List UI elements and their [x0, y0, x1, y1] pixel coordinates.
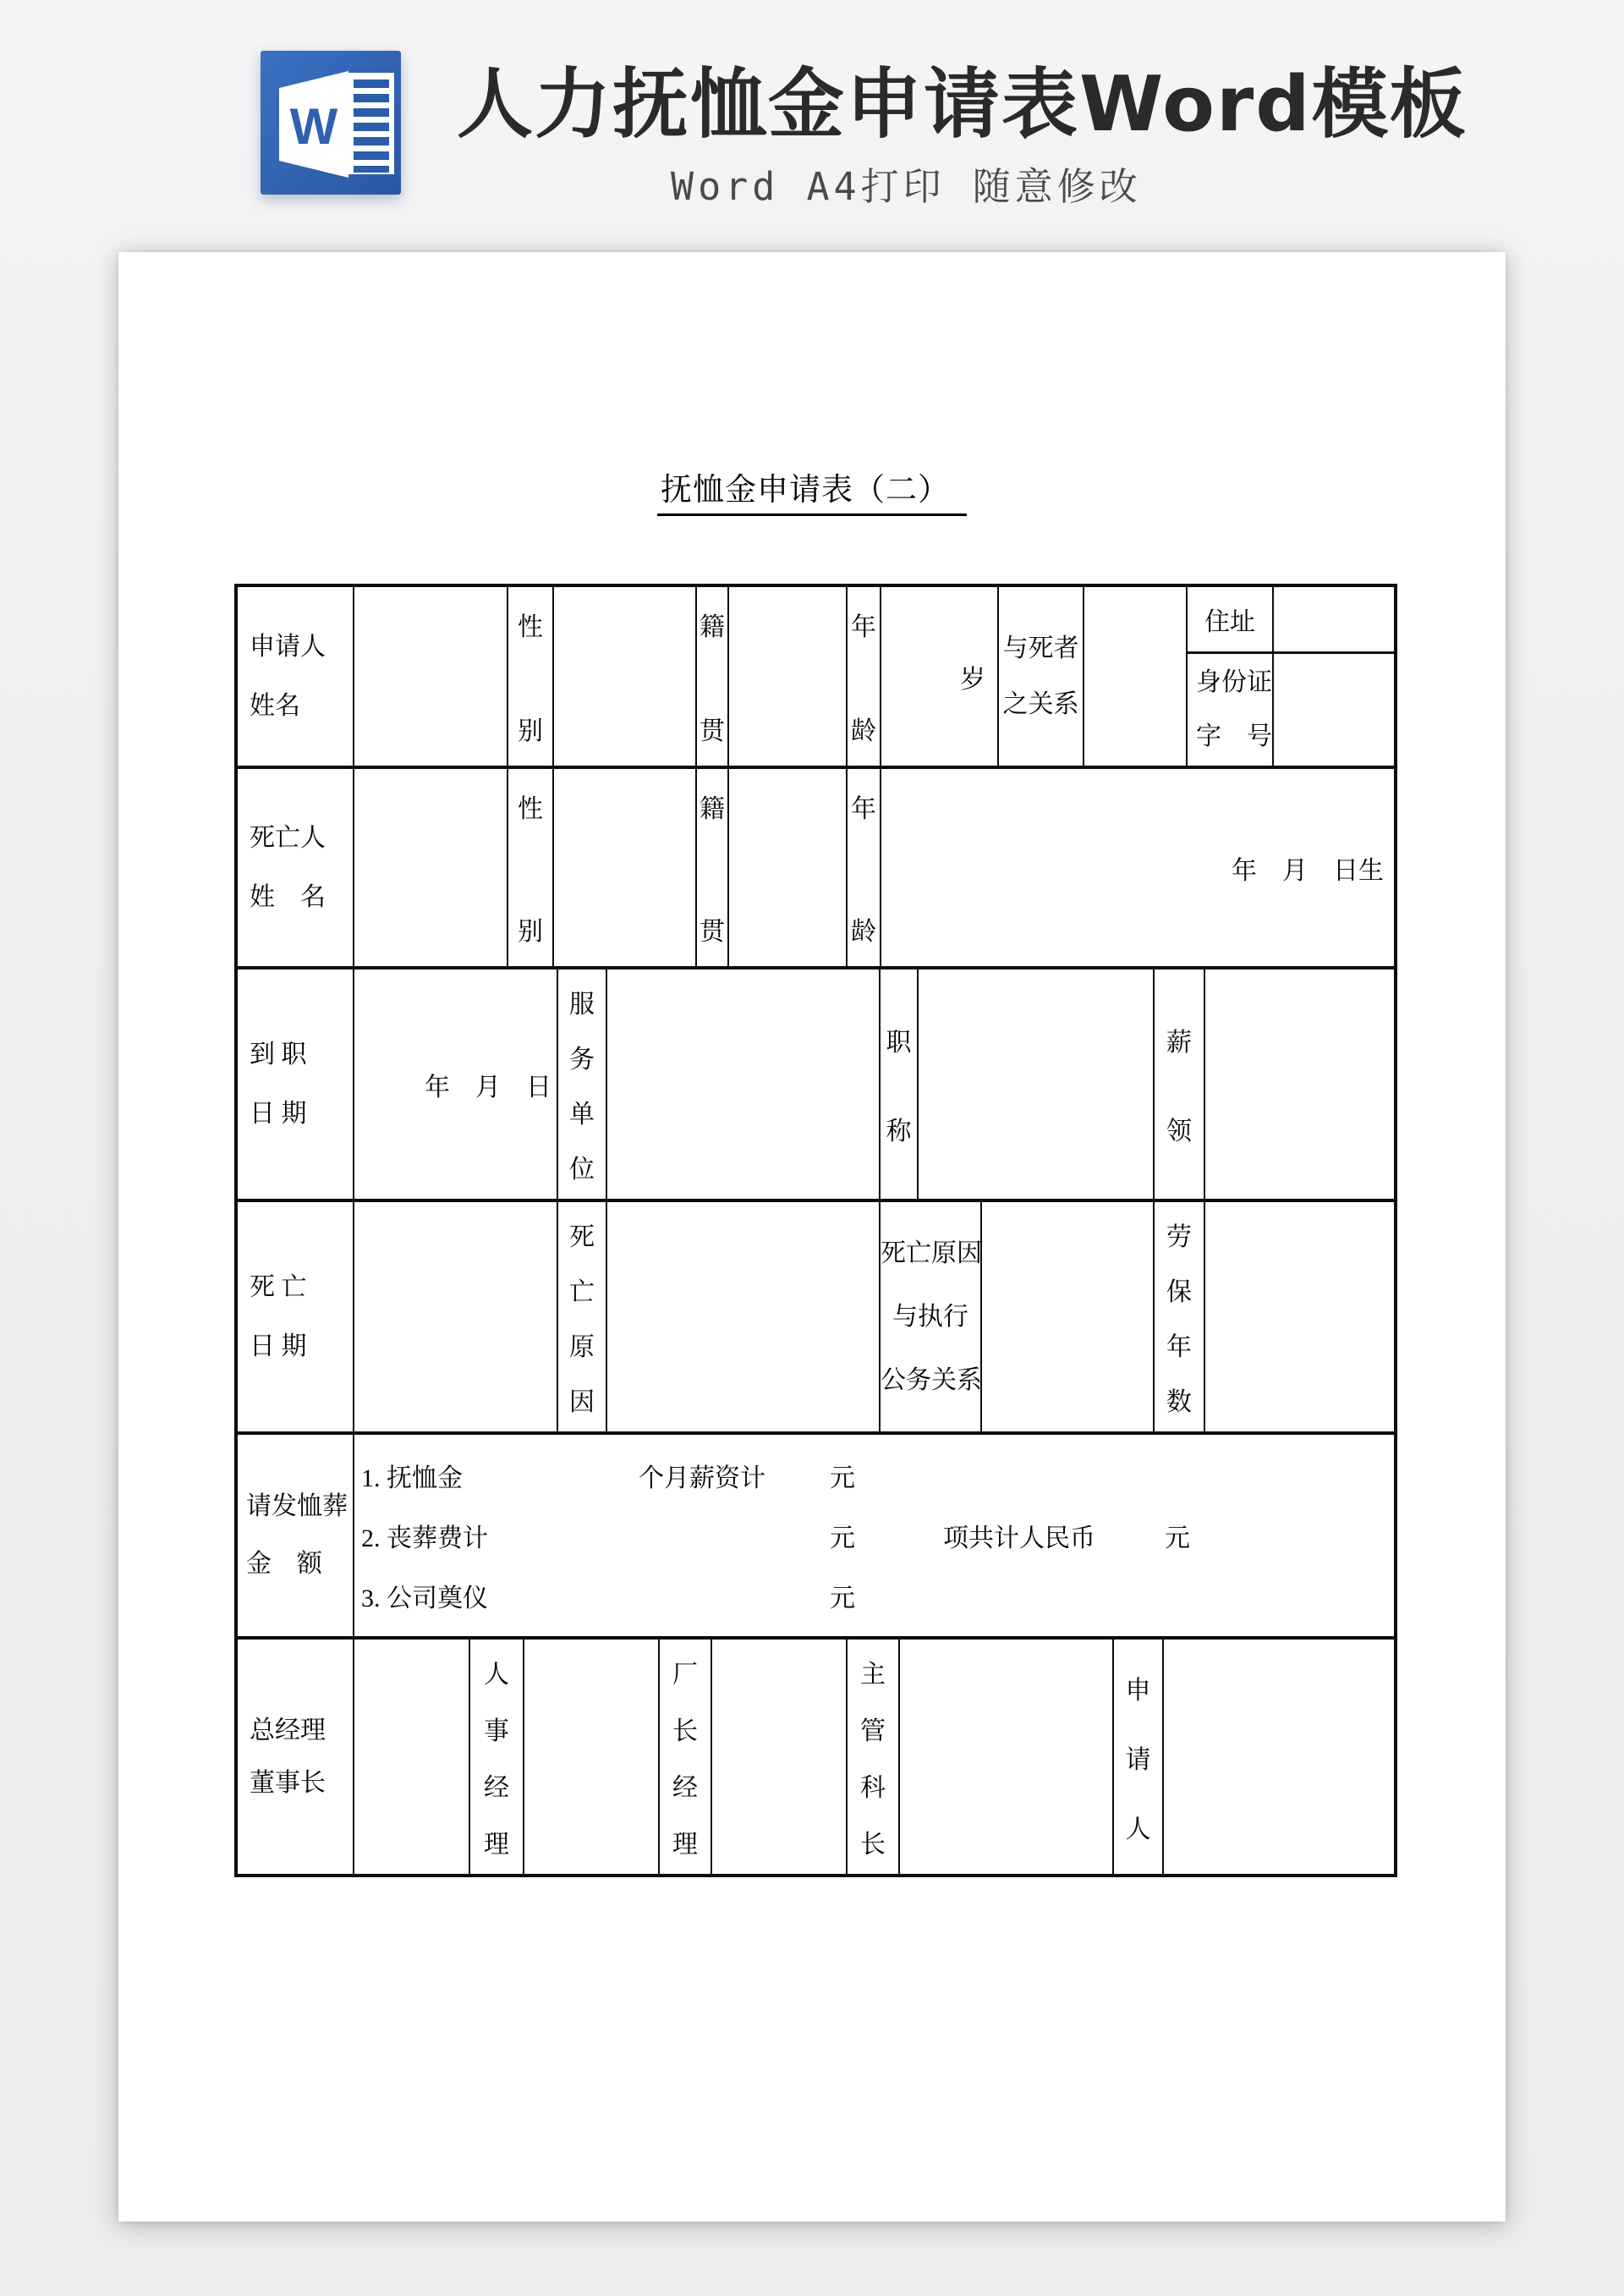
deceased-native-place-value-cell [729, 769, 848, 966]
job-title-label: 职 称 [881, 969, 919, 1199]
site-subtitle: Word A4打印 随意修改 [671, 164, 1142, 209]
employment-date-label: 到 职 日 期 [238, 969, 354, 1199]
amount-item-1: 1. 抚恤金 [361, 1464, 463, 1492]
pension-form-table [234, 584, 1397, 1877]
applicant-gender-label: 性 别 [508, 587, 554, 766]
age-unit-suffix: 岁 [960, 665, 985, 694]
deceased-name-value-cell [354, 769, 508, 966]
relation-to-deceased-value-cell [1084, 587, 1188, 766]
insurance-years-label: 劳 保 年 数 [1155, 1202, 1205, 1431]
address-label: 住址 [1188, 587, 1274, 651]
amount-item-1-yuan: 元 [830, 1464, 855, 1492]
id-number-label: 身份证 字 号 [1188, 654, 1274, 766]
address-subrow [1188, 587, 1394, 654]
death-cause-label: 死 亡 原 因 [558, 1202, 607, 1431]
requested-amount-label: 请发恤葬 金 额 [238, 1435, 354, 1636]
amount-item-2-yuan: 元 [830, 1524, 855, 1552]
service-unit-value-cell [607, 969, 881, 1199]
deceased-name-label: 死亡人 姓 名 [238, 769, 354, 966]
amount-item-3-yuan: 元 [830, 1585, 855, 1612]
document-page [118, 252, 1506, 2222]
row-requested-amounts [238, 1435, 1394, 1640]
salary-label: 薪 领 [1155, 969, 1205, 1199]
id-number-value-cell [1274, 654, 1394, 766]
row-deceased [238, 769, 1394, 969]
word-icon-letter: W [289, 98, 338, 155]
address-value-cell [1274, 587, 1394, 651]
salary-value-cell [1205, 969, 1394, 1199]
duty-relation-value-cell [982, 1202, 1155, 1431]
site-title: 人力抚恤金申请表Word模板 [457, 60, 1468, 149]
applicant-sign-cell [1164, 1640, 1394, 1874]
duty-relation-label: 死亡原因 与执行 公务关系 [881, 1202, 982, 1431]
general-manager-sign-cell [354, 1640, 470, 1874]
row-applicant [238, 587, 1394, 769]
deceased-birthdate-cell [881, 769, 1394, 966]
applicant-name-value-cell [354, 587, 508, 766]
row-signatures [238, 1640, 1394, 1874]
applicant-age-value-cell [881, 587, 999, 766]
section-chief-sign-cell [900, 1640, 1114, 1874]
deceased-native-place-label: 籍 贯 [697, 769, 729, 966]
applicant-sign-label: 申 请 人 [1114, 1640, 1164, 1874]
amount-item-3: 3. 公司奠仪 [361, 1585, 488, 1612]
row-employment-date [238, 969, 1394, 1202]
factory-manager-sign-cell [712, 1640, 848, 1874]
relation-to-deceased-label: 与死者 之关系 [999, 587, 1084, 766]
amount-total-label: 项共计人民币 [943, 1524, 1095, 1552]
row-death-date [238, 1202, 1394, 1435]
deceased-age-label: 年 龄 [848, 769, 881, 966]
document-title [118, 464, 1506, 509]
deceased-gender-value-cell [554, 769, 697, 966]
hr-manager-label: 人 事 经 理 [470, 1640, 524, 1874]
applicant-gender-value-cell [554, 587, 697, 766]
birthdate-placeholder: 年 月 日生 [1232, 856, 1384, 885]
employment-date-placeholder: 年 月 日 [425, 1073, 551, 1101]
general-manager-label: 总经理 董事长 [238, 1640, 354, 1874]
deceased-gender-label: 性 别 [508, 769, 554, 966]
death-date-value-cell [354, 1202, 558, 1431]
address-id-region [1188, 587, 1394, 766]
insurance-years-value-cell [1205, 1202, 1394, 1431]
requested-amount-detail-cell [354, 1435, 1394, 1636]
id-number-subrow [1188, 654, 1394, 766]
applicant-native-place-value-cell [729, 587, 848, 766]
amount-item-2: 2. 丧葬费计 [361, 1524, 488, 1552]
death-date-label: 死 亡 日 期 [238, 1202, 354, 1431]
death-cause-value-cell [607, 1202, 881, 1431]
applicant-native-place-label: 籍 贯 [697, 587, 729, 766]
service-unit-label: 服 务 单 位 [558, 969, 607, 1199]
applicant-name-label: 申请人 姓名 [238, 587, 354, 766]
factory-manager-label: 厂 长 经 理 [660, 1640, 712, 1874]
amount-item-1-unit: 个月薪资计 [639, 1464, 765, 1492]
amount-total-yuan: 元 [1165, 1524, 1190, 1552]
word-logo-icon [261, 51, 401, 195]
document-title-text: 抚恤金申请表（二） [657, 473, 967, 516]
job-title-value-cell [919, 969, 1155, 1199]
section-chief-label: 主 管 科 长 [848, 1640, 900, 1874]
employment-date-value-cell [354, 969, 558, 1199]
hr-manager-sign-cell [524, 1640, 660, 1874]
applicant-age-label: 年 龄 [848, 587, 881, 766]
